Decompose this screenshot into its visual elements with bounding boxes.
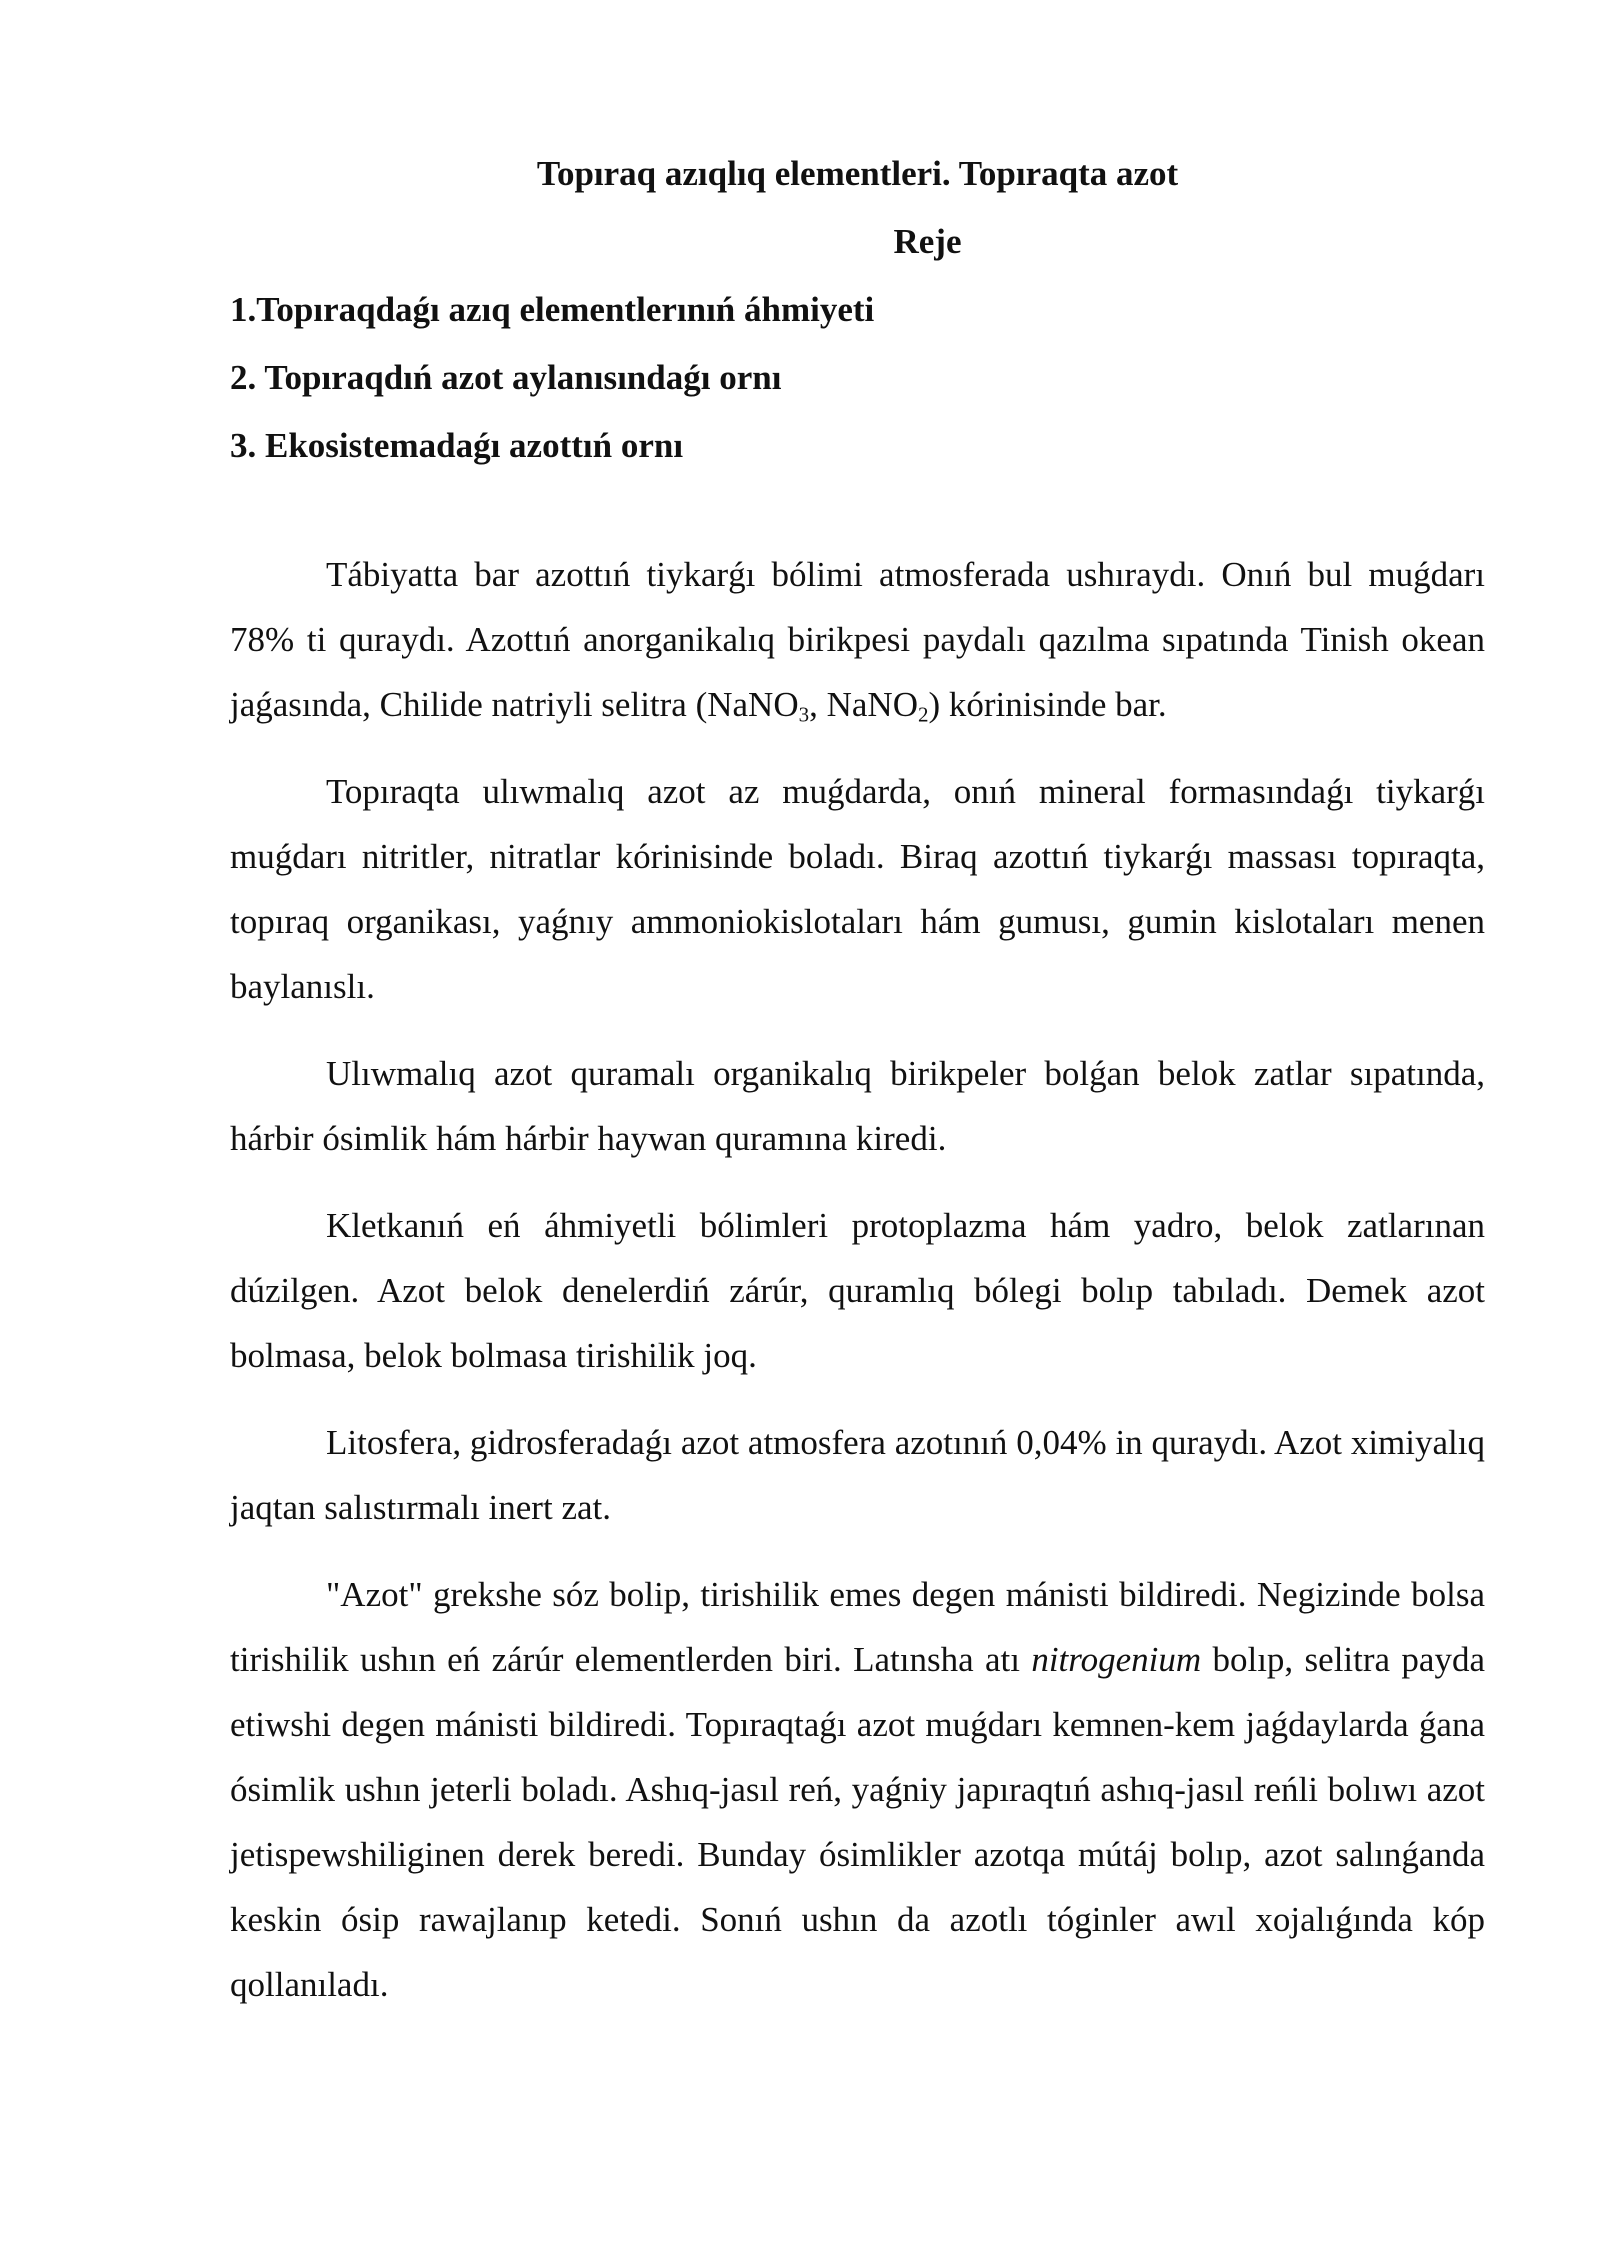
plan-item: 3. Ekosistemadaǵı azottıń ornı [230,426,684,465]
paragraph-lithosphere: Litosfera, gidrosferadaǵı azot atmosfera azotınıń 0,04% in quraydı. Azot ximiyalıq jaqtan salıstırmalı inert zat. [230,1423,1485,1527]
latin-name-italic: nitrogenium [1031,1640,1202,1679]
document-page [230,140,1485,2039]
paragraph-text: "Azot" grekshe sóz bolip, tirishilik emes degen mánisti bildiredi. Negizinde bolsa tirishilik ushın eń zárúr elementlerden biri. Latınsha atı [230,1575,1485,1679]
paragraph-organic-nitrogen: Ulıwmalıq azot quramalı organikalıq birikpeler bolǵan belok zatlar sıpatında, hárbir ósimlik hám hárbir haywan quramına kiredi. [230,1054,1485,1158]
paragraph-cell-protein: Kletkanıń eń áhmiyetli bólimleri protoplazma hám yadro, belok zatlarınan dúzilgen. Azot belok denelerdiń zárúr, quramlıq bólegi bolıp tabıladı. Demek azot bolmasa, belok bolmasa tirishilik joq. [230,1206,1485,1375]
subscript-2: 2 [917,702,929,727]
plan-heading: Reje [893,222,962,261]
paragraph-text: bolıp, selitra payda etiwshi degen mánisti bildiredi. Topıraqtaǵı azot muǵdarı kemnen-kem jaǵdaylarda ǵana ósimlik ushın jeterli boladı. Ashıq-jasıl reń, yaǵniy japıraqtıń ashıq-jasıl reńli bolıwı azot jetispewshiliginen derek beredi. Bunday ósimlikler azotqa mútáj bolıp, azot salınǵanda keskin ósip rawajlanıp ketedi. Sonıń ushın da azotlı tóginler awıl xojalıǵında kóp qollanıladı. [230,1640,1485,2004]
paragraph-atmosphere-nitrogen [230,542,1485,737]
paragraph-soil-nitrogen: Topıraqta ulıwmalıq azot az muǵdarda, onıń mineral formasındaǵı tiykarǵı muǵdarı nitritler, nitratlar kórinisinde boladı. Biraq azottıń tiykarǵı massası topıraqta, topıraq organikası, yaǵnıy ammoniokislotaları hám gumusı, gumin kislotaları menen baylanıslı. [230,772,1485,1006]
paragraph-azot-meaning [230,1562,1485,2017]
paragraph-text: ) kórinisinde bar. [928,685,1167,724]
body-text [230,542,1485,2017]
paragraph-text: , NaNO [809,685,918,724]
document-title: Topıraq azıqlıq elementleri. Topıraqta azot [536,154,1179,193]
paragraph-text: Tábiyatta bar azottıń tiykarǵı bólimi atmosferada ushıraydı. Onıń bul muǵdarı 78% ti quraydı. Azottıń anorganikalıq birikpesi paydalı qazılma sıpatında Tinish okean jaǵasında, Chilide natriyli selitra (NaNO [230,555,1485,724]
plan-list [230,276,1485,480]
subscript-3: 3 [798,702,810,727]
plan-item: 1.Topıraqdaǵı azıq elementlerınıń áhmiyeti [230,290,875,329]
plan-item: 2. Topıraqdıń azot aylanısındaǵı ornı [230,358,782,397]
